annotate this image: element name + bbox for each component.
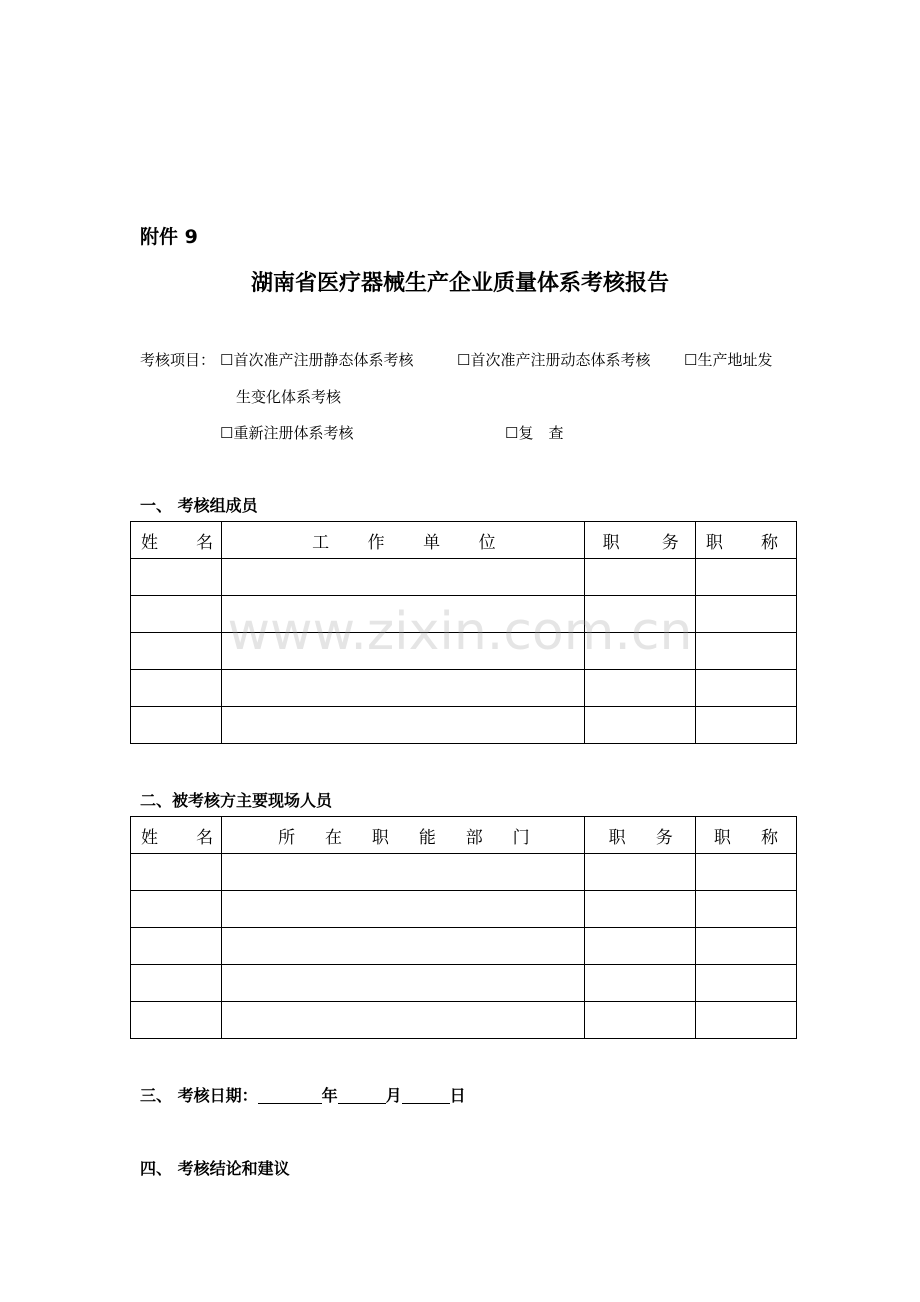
col-header-name: 姓名 [131,817,222,854]
option-initial-dynamic[interactable]: ☐首次准产注册动态体系考核 [457,351,651,369]
option-address-change-cont: 生变化体系考核 [236,388,342,406]
col-header-title: 职称 [695,522,796,559]
unit-cell[interactable] [222,891,585,928]
table-row [131,707,797,744]
name-cell[interactable] [131,891,222,928]
annex-label: 附件 9 [140,226,198,248]
unit-cell[interactable] [222,965,585,1002]
position-cell[interactable] [584,707,695,744]
position-cell[interactable] [584,670,695,707]
position-cell[interactable] [584,891,695,928]
title-cell[interactable] [695,707,796,744]
unit-cell[interactable] [222,1002,585,1039]
section1-heading: 一、 考核组成员 [140,496,258,515]
col-header-position: 职务 [584,522,695,559]
col-header-work-unit: 工作单位 [222,522,585,559]
title-cell[interactable] [695,891,796,928]
position-cell[interactable] [584,928,695,965]
month-label: 月 [385,1086,402,1105]
report-title: 湖南省医疗器械生产企业质量体系考核报告 [250,271,669,296]
option-address-change[interactable]: ☐生产地址发 [684,351,773,369]
col-header-name: 姓名 [131,522,222,559]
unit-cell[interactable] [222,854,585,891]
month-field[interactable] [338,1085,386,1104]
name-cell[interactable] [131,928,222,965]
table-header-row [131,522,797,559]
name-cell[interactable] [131,670,222,707]
position-cell[interactable] [584,965,695,1002]
assessment-label: 考核项目： [140,351,216,369]
option-re-registration[interactable]: ☐重新注册体系考核 [220,424,354,442]
table-row [131,559,797,596]
table-row [131,1002,797,1039]
option-initial-static[interactable]: ☐首次准产注册静态体系考核 [220,351,414,369]
position-cell[interactable] [584,854,695,891]
title-cell[interactable] [695,928,796,965]
table-row [131,928,797,965]
unit-cell[interactable] [222,928,585,965]
col-header-title: 职称 [695,817,796,854]
year-field[interactable] [258,1085,322,1104]
table-row [131,670,797,707]
option-re-check[interactable]: ☐复 查 [505,424,564,442]
table-row [131,854,797,891]
year-label: 年 [321,1086,338,1105]
position-cell[interactable] [584,1002,695,1039]
title-cell[interactable] [695,854,796,891]
table-row [131,891,797,928]
table-row [131,965,797,1002]
section3-heading: 三、 考核日期： [140,1086,258,1105]
watermark: www.zixin.com.cn [227,602,693,662]
day-label: 日 [449,1086,466,1105]
unit-cell[interactable] [222,559,585,596]
title-cell[interactable] [695,1002,796,1039]
title-cell[interactable] [695,670,796,707]
name-cell[interactable] [131,965,222,1002]
col-header-department: 所在职能部门 [222,817,585,854]
section2-heading: 二、被考核方主要现场人员 [140,791,333,810]
section4-heading: 四、 考核结论和建议 [140,1159,290,1178]
onsite-staff-table [130,816,797,1039]
title-cell[interactable] [695,559,796,596]
unit-cell[interactable] [222,670,585,707]
name-cell[interactable] [131,559,222,596]
name-cell[interactable] [131,707,222,744]
position-cell[interactable] [584,559,695,596]
name-cell[interactable] [131,1002,222,1039]
col-header-position: 职务 [584,817,695,854]
name-cell[interactable] [131,854,222,891]
unit-cell[interactable] [222,707,585,744]
title-cell[interactable] [695,965,796,1002]
table-header-row [131,817,797,854]
day-field[interactable] [402,1085,450,1104]
section3-line [140,1083,466,1106]
